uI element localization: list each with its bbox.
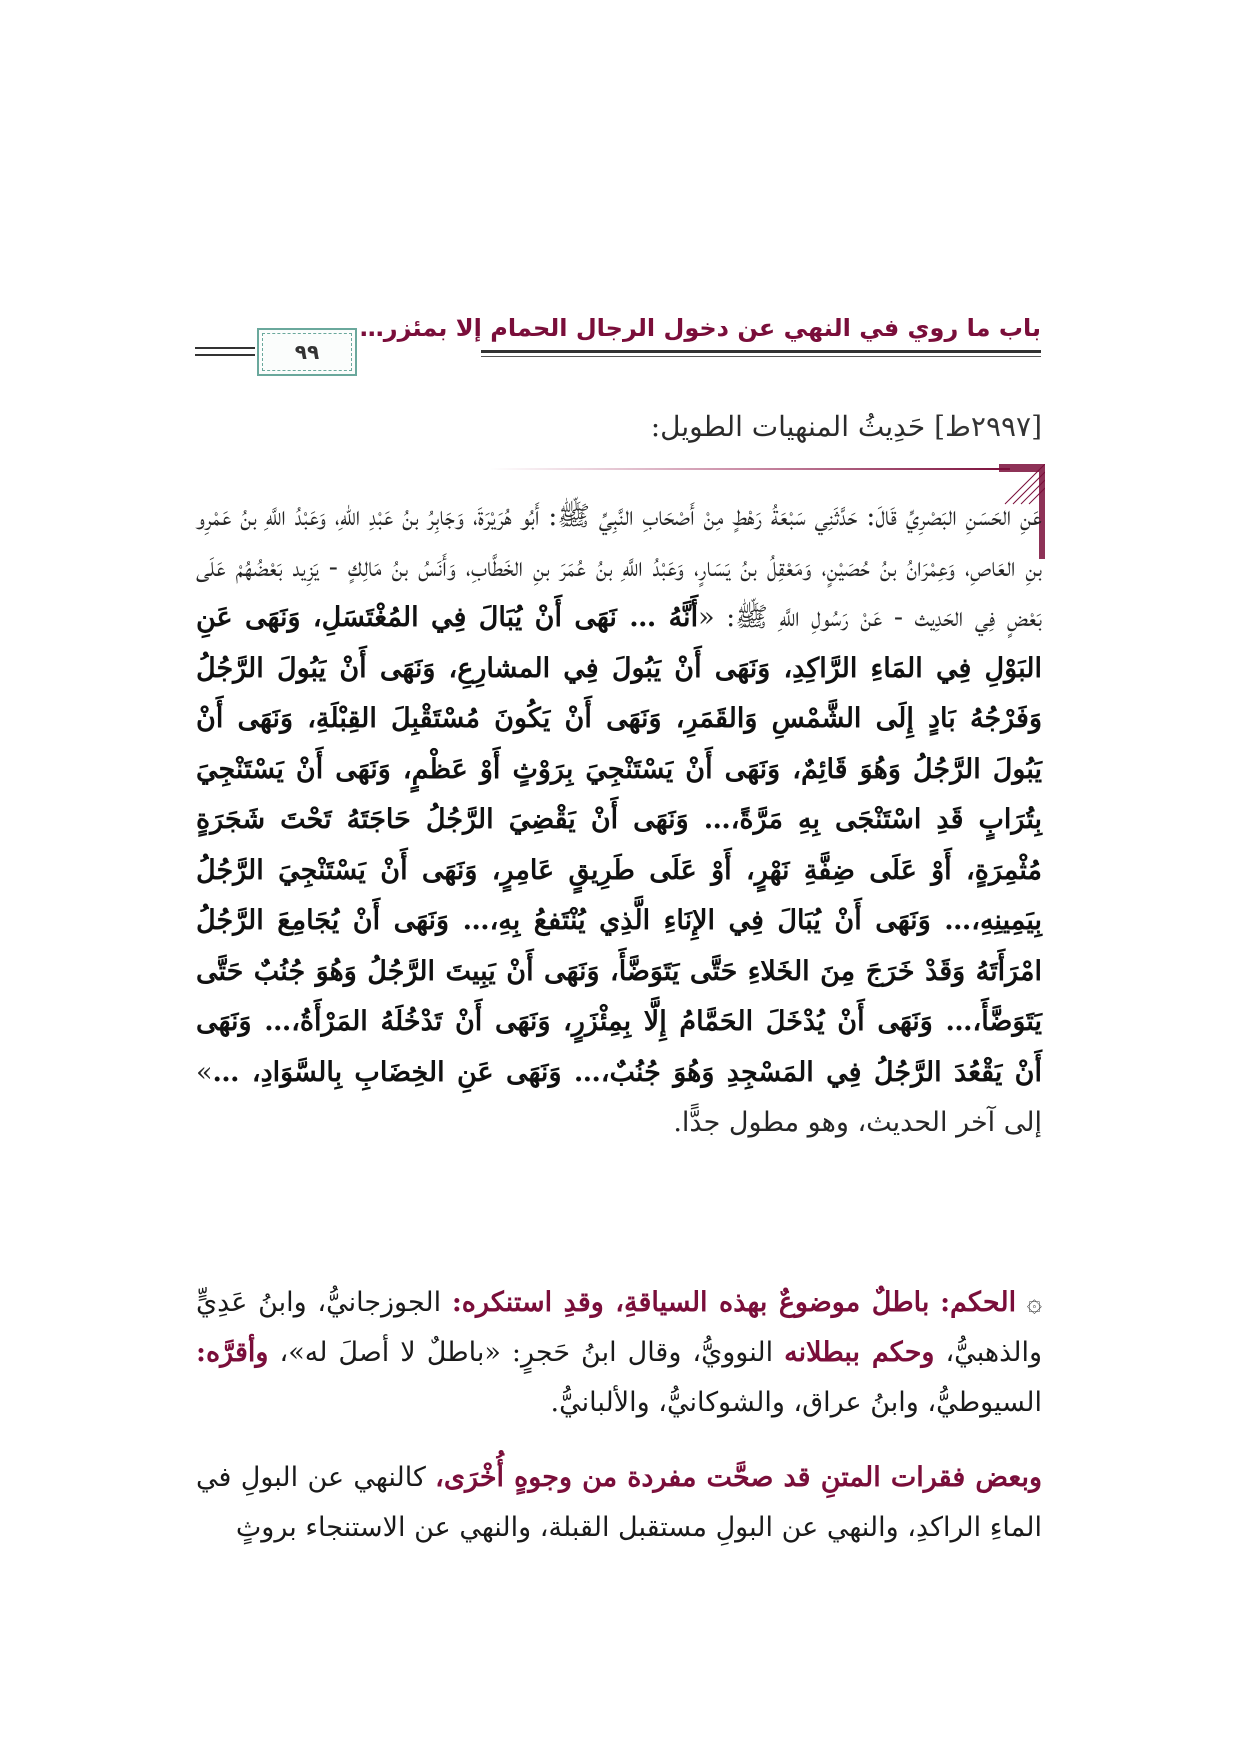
hadith-text — [196, 492, 1042, 1149]
hadith-heading — [651, 410, 1042, 443]
judged-label: وحكم ببطلانه — [784, 1337, 935, 1368]
ruling-text: السيوطيُّ، وابنُ عراق، والشوكانيُّ، والألبانيُّ. — [550, 1387, 1042, 1418]
heading-rule — [490, 468, 1010, 470]
ruling-label: الحكم: — [940, 1287, 1017, 1318]
hadith-title: حَدِيثُ المنهيات الطويل: — [650, 410, 926, 443]
hadith-intro: عَنِ الحَسَنِ البَصْرِيِّ قَالَ: حَدَّثَنِي سَبْعَةُ رَهْطٍ مِنْ أَصْحَابِ النَّبِيِّ ﷺ: أَبُو هُرَيْرَةَ، وَجَابِرُ بنُ عَبْدِ اللهِ، وَعَبْدُ اللَّهِ بنُ عَمْرِو بنِ العَاصِ، وَعِمْرَانُ بنُ حُصَيْنٍ، وَمَعْقِلُ بنُ يَسَارٍ، وَعَبْدُ اللَّهِ بنُ عُمَرَ بنِ الخَطَّابِ، وَأَنَسُ بنُ مَالِكٍ - يَزِيد بَعْضُهُمْ عَلَى بَعْضٍ فِي الحَدِيث - عَنْ رَسُولِ اللَّهِ ﷺ: « — [196, 501, 1042, 633]
left-rule — [195, 354, 255, 356]
hadith-number: [٢٩٩٧ط] — [934, 410, 1042, 443]
running-title: باب ما روي في النهي عن دخول الرجال الحمام إلا بمئزر… — [359, 314, 1041, 342]
other-parts-paragraph — [196, 1453, 1042, 1553]
page-number: ٩٩ — [294, 340, 320, 364]
other-parts-text: كالنهي عن البولِ في الماءِ الراكدِ، والنهي عن البولِ مستقبل القبلة، والنهي عن الاستنجاء بروثٍ — [196, 1462, 1042, 1543]
header-rule-thin — [481, 356, 1041, 357]
ruling-verdict: باطلٌ موضوعٌ بهذه السياقةِ، وقدِ استنكره: — [451, 1287, 930, 1318]
hadith-body: أَنَّهُ … نَهَى أَنْ يُبَالَ فِي المُغْتَسَلِ، وَنَهَى عَنِ البَوْلِ فِي المَاءِ الرَّاكِدِ، وَنَهَى أَنْ يَبُولَ فِي المشارِعِ، وَنَهَى أَنْ يَبُولَ الرَّجُلُ وَفَرْجُهُ بَادٍ إِلَى الشَّمْسِ وَالقَمَرِ، وَنَهَى أَنْ يَكُونَ مُسْتَقْبِلَ القِبْلَةِ، وَنَهَى أَنْ يَبُولَ الرَّجُلُ وَهُوَ قَائِمٌ، وَنَهَى أَنْ يَسْتَنْجِيَ بِرَوْثٍ أَوْ عَظْمٍ، وَنَهَى أَنْ يَسْتَنْجِيَ بِتُرَابٍ قَدِ اسْتَنْجَى بِهِ مَرَّةً،… وَنَهَى أَنْ يَقْضِيَ الرَّجُلُ حَاجَتَهُ تَحْتَ شَجَرَةٍ مُثْمِرَةٍ، أَوْ عَلَى ضِفَّةِ نَهْرٍ، أَوْ عَلَى طَرِيقٍ عَامِرٍ، وَنَهَى أَنْ يَسْتَنْجِيَ الرَّجُلُ بِيَمِينِهِ،… وَنَهَى أَنْ يُبَالَ فِي الإِنَاءِ الَّذِي يُنْتَفعُ بِهِ،… وَنَهَى أَنْ يُجَامِعَ الرَّجُلُ امْرَأَتَهُ وَقَدْ خَرَجَ مِنَ الخَلاءِ حَتَّى يَتَوَضَّأَ، وَنَهَى أَنْ يَبِيتَ الرَّجُلُ وَهُوَ جُنُبٌ حَتَّى يَتَوَضَّأَ،… وَنَهَى أَنْ يُدْخَلَ الحَمَّامُ إِلَّا بِمِئْزَرٍ، وَنَهَى أَنْ تَدْخُلَهُ المَرْأَةُ،… وَنَهَى أَنْ يَقْعُدَ الرَّجُلُ فِي المَسْجِدِ وَهُوَ جُنُبٌ،… وَنَهَى عَنِ الخِضَابِ بِالسَّوَادِ، … — [196, 602, 1042, 1088]
page-number-frame — [257, 328, 357, 376]
hadith-outro: » إلى آخر الحديث، وهو مطول جدًّا. — [196, 1056, 1042, 1138]
ruling-paragraph — [196, 1278, 1042, 1428]
left-rule — [195, 347, 255, 349]
page-header — [195, 300, 1041, 380]
other-parts-lead: وبعض فقرات المتنِ قد صحَّت مفردة من وجوهٍ أُخْرَى، — [435, 1462, 1042, 1493]
header-rule — [481, 350, 1041, 353]
flower-icon: ۞ — [1026, 1288, 1042, 1318]
ruling-text: الجوزجانيُّ، وابنُ عَدِيٍّ والذهبيُّ، — [196, 1287, 1043, 1368]
agreed-label: وأقرَّه: — [196, 1337, 269, 1368]
ruling-text: النوويُّ، وقال ابنُ حَجرٍ: «باطلٌ لا أصلَ له»، — [279, 1337, 774, 1368]
